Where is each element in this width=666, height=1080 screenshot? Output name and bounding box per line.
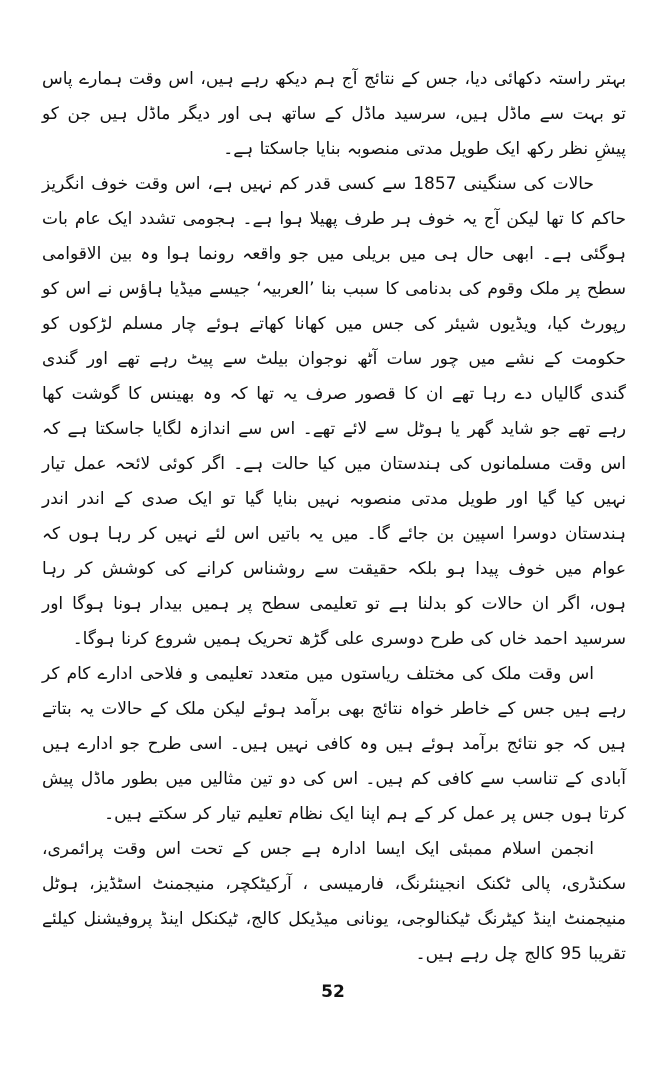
body-text (42, 62, 626, 972)
paragraph-2: حالات کی سنگینی 1857 سے کسی قدر کم نہیں ہے، اس وقت خوف انگریز حاکم کا تھا لیکن آج یہ خوف ہر طرف پھیلا ہوا ہے۔ ہجومی تشدد ایک عام بات ہوگئی ہے۔ ابھی حال ہی میں بریلی میں جو واقعہ رونما ہوا وہ بین الاقوامی سطح پر ملک وقوم کی بدنامی کا سبب بنا ’العربیہ‘ جیسے میڈیا ہاؤس نے اس کو رپورٹ کیا، ویڈیوں شیئر کی جس میں کھانا کھاتے ہوئے چار مسلم لڑکوں کو حکومت کے نشے میں چور سات آٹھ نوجوان بیلٹ سے پیٹ رہے تھے اور گندی گندی گالیاں دے رہا تھے ان کا قصور صرف یہ تھا کہ وہ بھینس کا گوشت کھا رہے تھے جو شاید گھر یا ہوٹل سے لائے تھے۔ اس سے اندازہ لگایا جاسکتا ہے کہ اس وقت مسلمانوں کی ہندستان میں کیا حالت ہے۔ اگر کوئی لائحہ عمل تیار نہیں کیا گیا اور طویل مدتی منصوبہ نہیں بنایا گیا تو ایک صدی کے اندر اندر ہندستان دوسرا اسپین بن جائے گا۔ میں یہ باتیں اس لئے نہیں کر رہا ہوں کہ عوام میں خوف پیدا ہو بلکہ حقیقت سے روشناس کرانے کی کوشش کر رہا ہوں، اگر ان حالات کو بدلنا ہے تو تعلیمی سطح پر ہمیں بیدار ہونا ہوگا اور سرسید احمد خاں کی طرح دوسری علی گڑھ تحریک ہمیں شروع کرنا ہوگا۔ (42, 174, 626, 649)
paragraph-1: بہتر راستہ دکھائی دیا، جس کے نتائج آج ہم دیکھ رہے ہیں، اس وقت ہمارے پاس تو بہت سے ماڈل ہیں، سرسید ماڈل کے ساتھ ہی اور دیگر ماڈل ہیں جن کو پیشِ نظر رکھ ایک طویل مدتی منصوبہ بنایا جاسکتا ہے۔ (42, 69, 626, 159)
page-number: 52 (321, 982, 345, 1002)
paragraph-3: اس وقت ملک کی مختلف ریاستوں میں متعدد تعلیمی و فلاحی ادارے کام کر رہے ہیں جس کے خاطر خواہ نتائج بھی برآمد ہوئے لیکن ملک کے حالات یہ بتاتے ہیں کہ جو نتائج برآمد ہوئے ہیں وہ کافی نہیں ہیں۔ اسی طرح جو ادارے ہیں آبادی کے تناسب سے کافی کم ہیں۔ اس کی دو تین مثالیں میں بطور ماڈل پیش کرتا ہوں جس پر عمل کر کے ہم اپنا ایک نظام تعلیم تیار کر سکتے ہیں۔ (42, 664, 626, 824)
paragraph-4: انجمن اسلام ممبئی ایک ایسا ادارہ ہے جس کے تحت اس وقت پرائمری، سکنڈری، پالی ٹکنک انجینئرنگ، فارمیسی ، آرکیٹکچر، منیجمنٹ اسٹڈیز، ہوٹل منیجمنٹ اینڈ کیٹرنگ ٹیکنالوجی، یونانی میڈیکل کالج، ٹیکنکل اینڈ پروفیشنل کیلئے تقریبا 95 کالج چل رہے ہیں۔ (42, 839, 626, 964)
